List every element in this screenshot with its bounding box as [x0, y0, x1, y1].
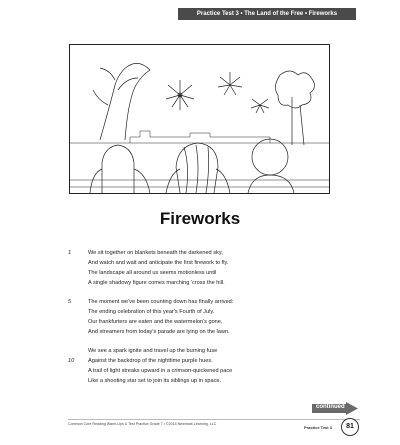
- firework-icon: [166, 72, 269, 113]
- poem-line: A single shadowy figure comes marching 'cross the hill.: [88, 280, 225, 286]
- poem-line: The moment we've been counting down has finally arrived:: [88, 299, 234, 305]
- poem-line: A trail of light streaks upward in a crimson-quickened pace: [88, 368, 233, 374]
- line-number: 10: [68, 358, 75, 364]
- poem-line: We sit together on blankets beneath the darkened sky,: [88, 250, 223, 256]
- line-number: 1: [68, 250, 72, 256]
- poem-line: And streamers from today's parade are lying on the lawn.: [88, 329, 230, 335]
- poem-line: And watch and wait and anticipate the first firework to fly.: [88, 260, 229, 266]
- footer-section: Practice Test 3: [304, 425, 332, 430]
- continued-arrow: [312, 402, 358, 415]
- person-silhouette-icon: [90, 139, 294, 193]
- poem-line: The ending celebration of this year's Fourth of July.: [88, 309, 215, 315]
- footer-divider: [68, 419, 360, 420]
- poem-line: Like a shooting star set to join its siblings up in space.: [88, 378, 222, 384]
- poem-line: We see a spark ignite and travel up the burning fuse: [88, 348, 218, 354]
- poem-line: Our frankfurters are eaten and the watermelon's gone,: [88, 319, 223, 325]
- poem-title: Fireworks: [159, 209, 241, 228]
- continued-label: continued: [316, 404, 345, 410]
- section-header: Practice Test 3 • The Land of the Free • Fireworks: [178, 8, 356, 20]
- footer-copyright: Common Core Reading Warm-Ups & Test Practice Grade 7 • ©2014 Newmark Learning, LLC: [68, 422, 217, 426]
- poem-line: Against the backdrop of the nighttime purple hues.: [88, 358, 213, 364]
- page-number: 81: [341, 418, 359, 436]
- illustration-drawing: [70, 45, 329, 193]
- poem-line: The landscape all around us seems motionless until: [88, 270, 217, 276]
- line-number: 5: [68, 299, 72, 305]
- fireworks-illustration: [69, 44, 330, 194]
